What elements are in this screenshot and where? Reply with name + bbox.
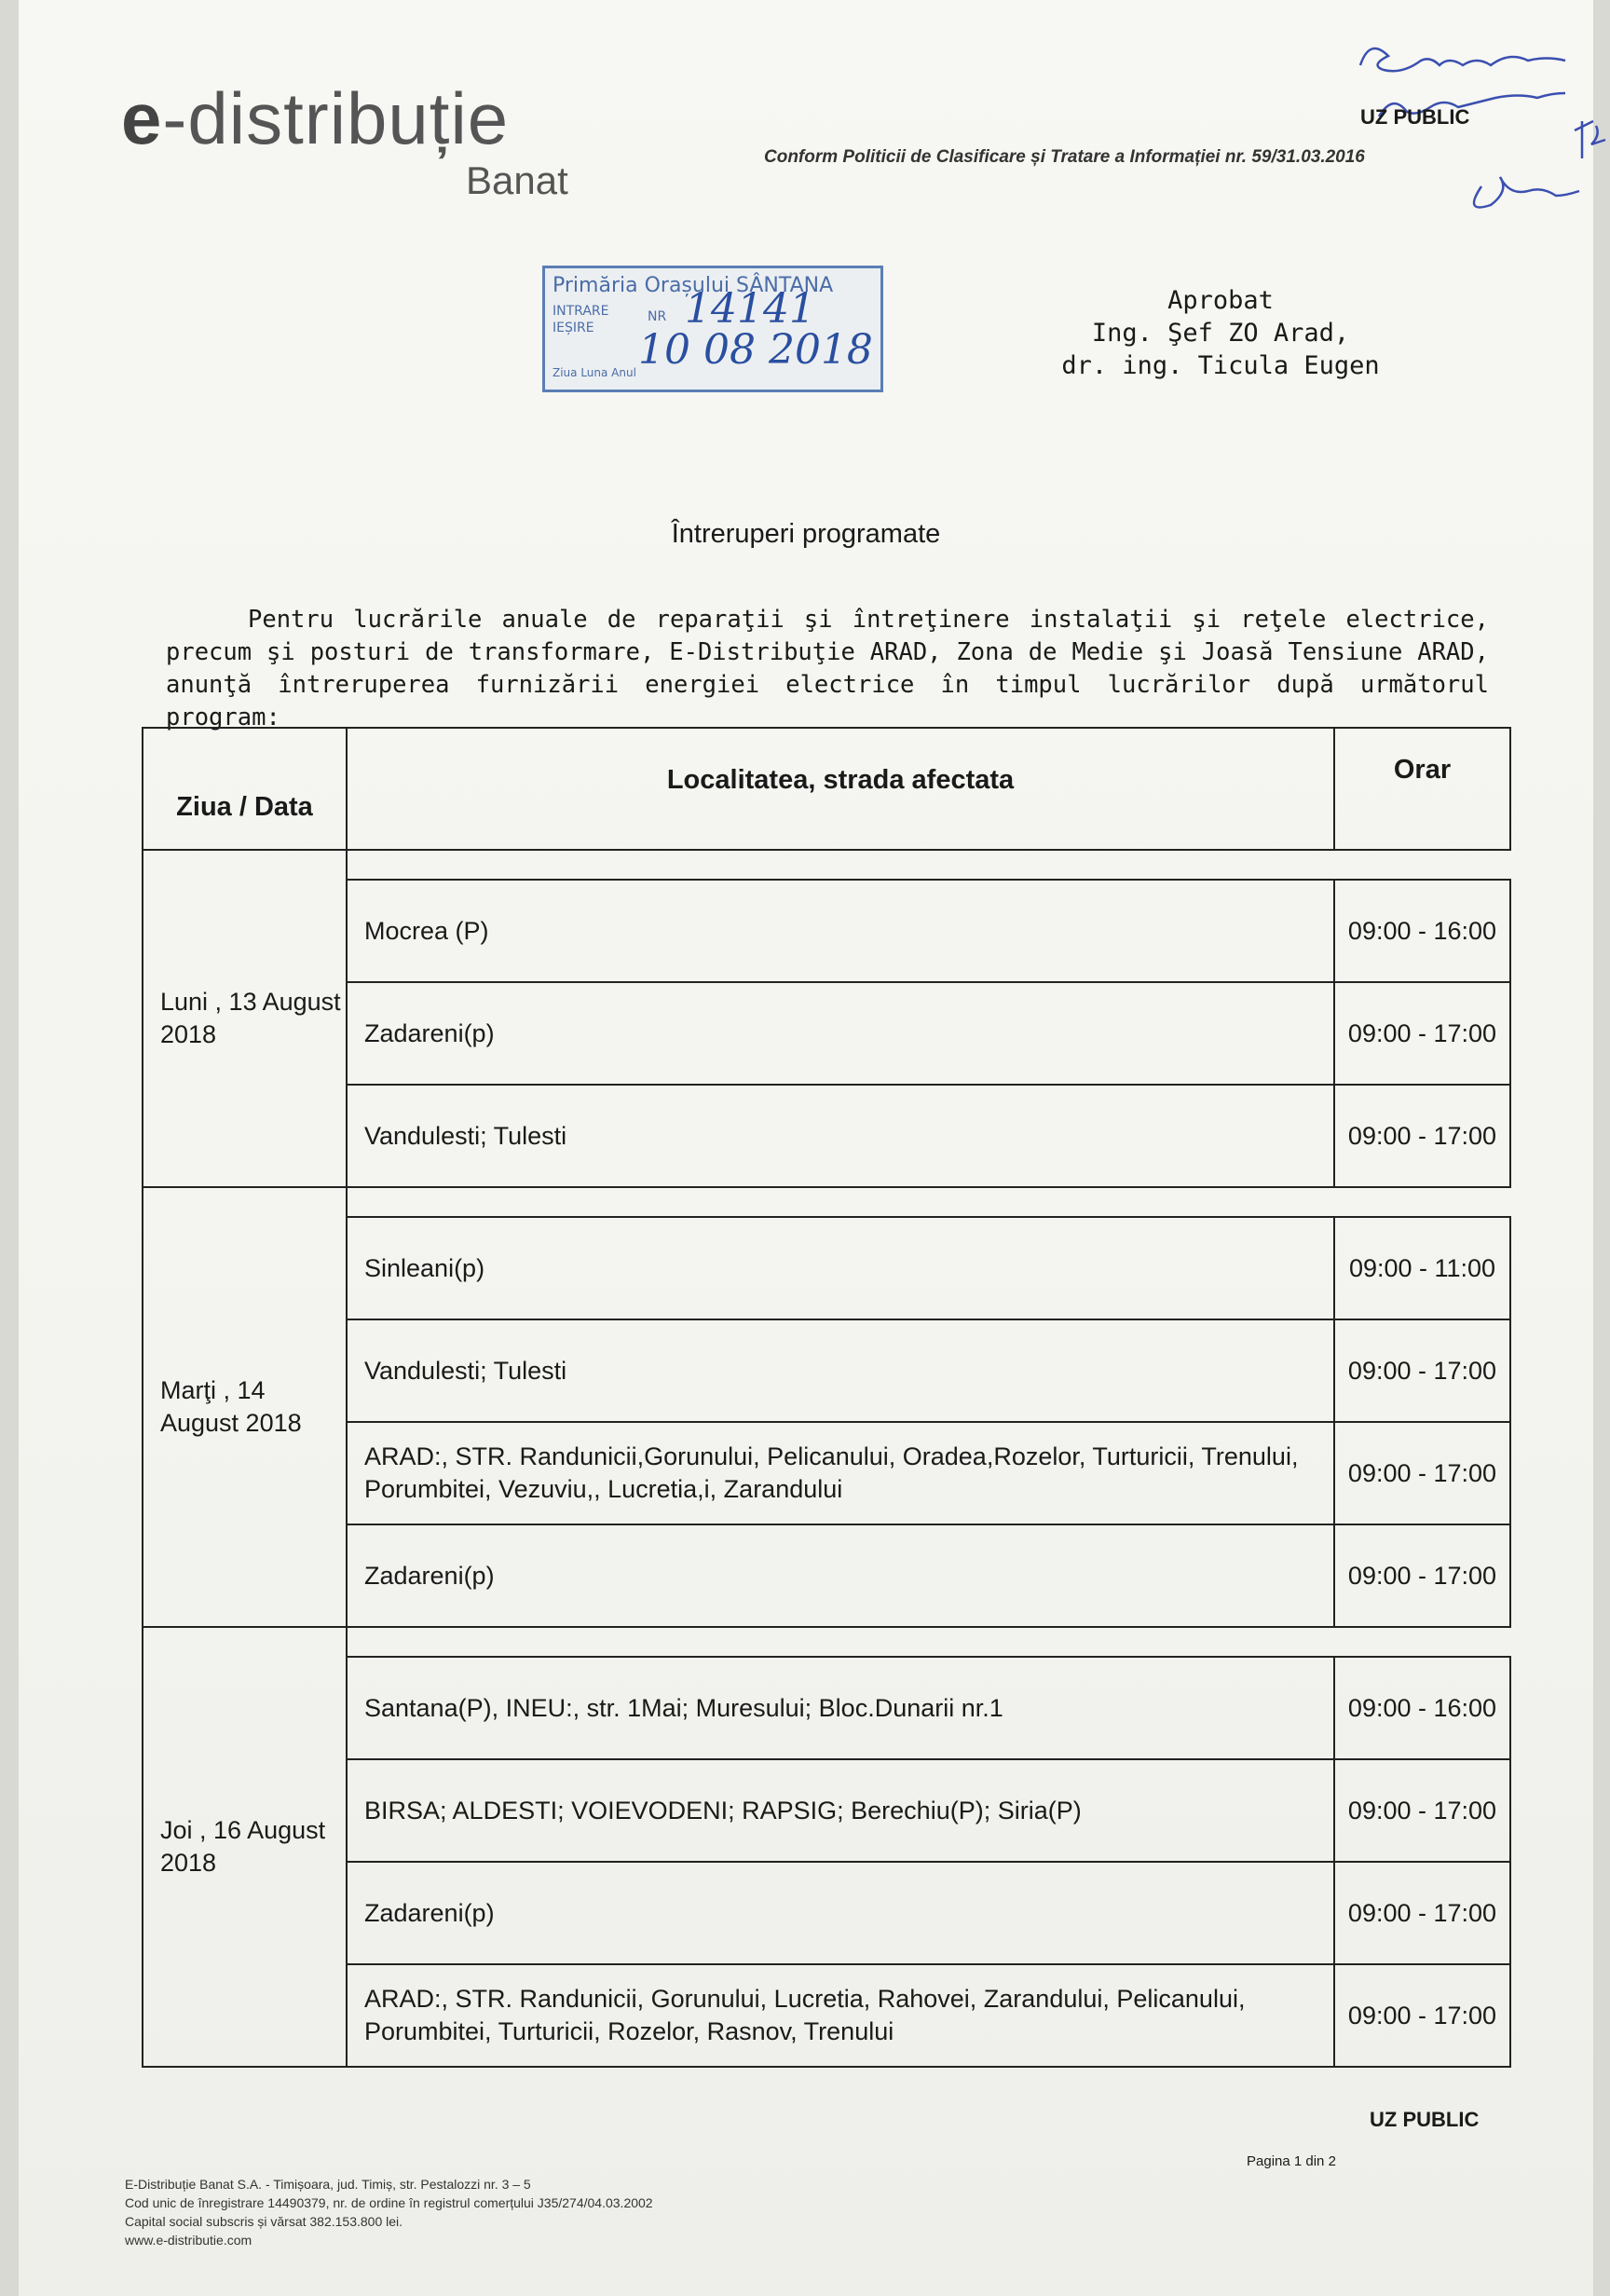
document-page bbox=[19, 0, 1593, 2296]
stamp-institution: Primăria Orașului SÂNTANA bbox=[553, 274, 834, 297]
location-cell: Mocrea (P) bbox=[347, 880, 1334, 982]
footer-line: E-Distribuție Banat S.A. - Timișoara, jud. Timiș, str. Pestalozzi nr. 3 – 5 bbox=[125, 2177, 531, 2192]
footer-line: Cod unic de înregistrare 14490379, nr. de ordine în registrul comerțului J35/274/04.03.2002 bbox=[125, 2195, 653, 2210]
gap-cell bbox=[347, 1627, 1510, 1657]
day-cell: Luni , 13 August 2018 bbox=[143, 850, 347, 1187]
location-cell: Zadareni(p) bbox=[347, 1524, 1334, 1627]
table-row bbox=[143, 1422, 1510, 1524]
table-row bbox=[143, 1217, 1510, 1319]
schedule-cell: 09:00 - 16:00 bbox=[1334, 880, 1510, 982]
handwritten-annotation bbox=[1342, 28, 1610, 233]
location-cell: ARAD:, STR. Randunicii, Gorunului, Lucretia, Rahovei, Zarandului, Pelicanului, Porumbitei, Turturicii, Rozelor, Rasnov, Trenului bbox=[347, 1964, 1334, 2067]
company-logo bbox=[121, 77, 568, 202]
company-footer bbox=[125, 2175, 653, 2249]
schedule-cell: 09:00 - 16:00 bbox=[1334, 1657, 1510, 1759]
stamp-nr-label: NR bbox=[648, 309, 667, 324]
logo-subtitle: Banat bbox=[466, 158, 568, 202]
header-location: Localitatea, strada afectata bbox=[347, 728, 1334, 850]
location-cell: Vandulesti; Tulesti bbox=[347, 1319, 1334, 1422]
location-cell: Sinleani(p) bbox=[347, 1217, 1334, 1319]
location-cell: Santana(P), INEU:, str. 1Mai; Muresului; Bloc.Dunarii nr.1 bbox=[347, 1657, 1334, 1759]
header-schedule: Orar bbox=[1334, 728, 1510, 850]
table-gap-row bbox=[143, 1187, 1510, 1217]
approval-role: Ing. Şef ZO Arad, bbox=[1091, 319, 1350, 348]
location-cell: BIRSA; ALDESTI; VOIEVODENI; RAPSIG; Berechiu(P); Siria(P) bbox=[347, 1759, 1334, 1862]
schedule-cell: 09:00 - 17:00 bbox=[1334, 1524, 1510, 1627]
page-number: Pagina 1 din 2 bbox=[1247, 2153, 1336, 2169]
logo-main-text: -distribuție bbox=[162, 77, 510, 159]
table-row bbox=[143, 1759, 1510, 1862]
location-cell: Zadareni(p) bbox=[347, 982, 1334, 1085]
schedule-cell: 09:00 - 17:00 bbox=[1334, 1862, 1510, 1964]
day-cell: Joi , 16 August 2018 bbox=[143, 1627, 347, 2067]
table-row bbox=[143, 982, 1510, 1085]
schedule-table bbox=[142, 727, 1511, 2068]
gap-cell bbox=[347, 850, 1510, 880]
table-row bbox=[143, 880, 1510, 982]
schedule-cell: 09:00 - 17:00 bbox=[1334, 1319, 1510, 1422]
location-cell: Vandulesti; Tulesti bbox=[347, 1085, 1334, 1187]
stamp-number: 14141 bbox=[685, 285, 815, 333]
intro-paragraph bbox=[166, 604, 1489, 734]
header-day: Ziua / Data bbox=[143, 728, 347, 850]
stamp-date: 10 08 2018 bbox=[638, 326, 873, 374]
table-row bbox=[143, 1964, 1510, 2067]
stamp-intrare: INTRARE bbox=[553, 304, 609, 319]
approval-block bbox=[1044, 284, 1398, 382]
stamp-date-labels: Ziua Luna Anul bbox=[553, 366, 636, 379]
approval-name: dr. ing. Ticula Eugen bbox=[1061, 351, 1380, 380]
schedule-cell: 09:00 - 17:00 bbox=[1334, 1085, 1510, 1187]
intro-text: Pentru lucrările anuale de reparaţii şi întreţinere instalaţii şi reţele electrice, precum şi posturi de transformare, E-Distribuţie ARAD, Zona de Medie şi Joasă Tensiune ARAD, anunţă întreruperea furnizării energiei electrice în timpul lucrărilor după următorul program: bbox=[166, 606, 1489, 731]
table-row bbox=[143, 1524, 1510, 1627]
day-cell: Marţi , 14 August 2018 bbox=[143, 1187, 347, 1627]
table-header-row bbox=[143, 728, 1510, 850]
table-gap-row bbox=[143, 850, 1510, 880]
schedule-cell: 09:00 - 11:00 bbox=[1334, 1217, 1510, 1319]
classification-policy: Conform Politicii de Clasificare și Tratare a Informației nr. 59/31.03.2016 bbox=[764, 147, 1365, 167]
table-row bbox=[143, 1862, 1510, 1964]
footer-line: www.e-distributie.com bbox=[125, 2233, 252, 2248]
schedule-cell: 09:00 - 17:00 bbox=[1334, 982, 1510, 1085]
registration-stamp bbox=[542, 266, 883, 392]
location-cell: Zadareni(p) bbox=[347, 1862, 1334, 1964]
location-cell: ARAD:, STR. Randunicii,Gorunului, Pelicanului, Oradea,Rozelor, Turturicii, Trenului, Porumbitei, Vezuviu,, Lucretia,i, Zarandului bbox=[347, 1422, 1334, 1524]
logo-e: e bbox=[121, 77, 163, 159]
footer-line: Capital social subscris și vărsat 382.153.800 lei. bbox=[125, 2214, 403, 2229]
gap-cell bbox=[347, 1187, 1510, 1217]
table-row bbox=[143, 1657, 1510, 1759]
table-gap-row bbox=[143, 1627, 1510, 1657]
stamp-iesire: IEȘIRE bbox=[553, 321, 594, 335]
schedule-cell: 09:00 - 17:00 bbox=[1334, 1422, 1510, 1524]
table-row bbox=[143, 1319, 1510, 1422]
classification-label: UZ PUBLIC bbox=[1360, 105, 1470, 129]
classification-label-bottom: UZ PUBLIC bbox=[1370, 2108, 1480, 2131]
schedule-cell: 09:00 - 17:00 bbox=[1334, 1964, 1510, 2067]
document-title: Întreruperi programate bbox=[671, 519, 941, 549]
approval-title: Aprobat bbox=[1167, 286, 1274, 315]
schedule-cell: 09:00 - 17:00 bbox=[1334, 1759, 1510, 1862]
table-row bbox=[143, 1085, 1510, 1187]
